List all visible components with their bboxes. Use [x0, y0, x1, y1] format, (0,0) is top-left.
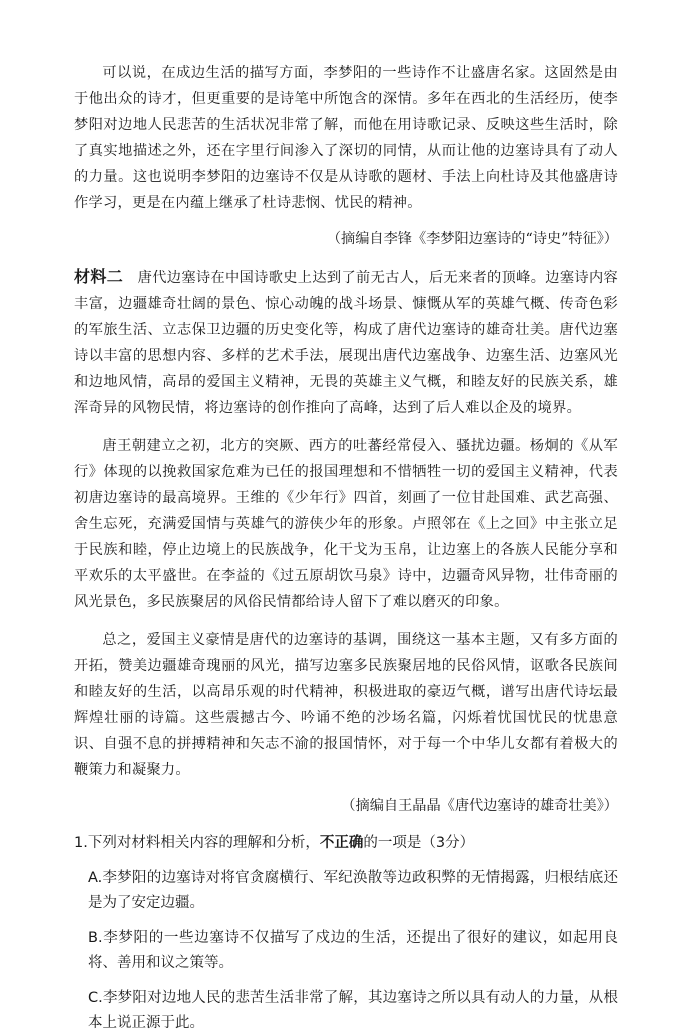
material1-paragraph: 可以说，在成边生活的描写方面，李梦阳的一些诗作不让盛唐名家。这固然是由于他出众的诗才，但更重要的是诗笔中所饱含的深情。多年在西北的生活经历，使李梦阳对边地人民悲苦的生活状况非常了解，而他在用诗歌记录、反映这些生活时，除了真实地描述之外，还在字里行间渗入了深切的同情，从而让他的边塞诗具有了动人的力量。这也说明李梦阳的边塞诗不仅是从诗歌的题材、手法上向杜诗及其他盛唐诗作学习，更是在内蕴上继承了杜诗悲悯、忧民的精神。	[74, 65, 618, 211]
question-emphasis: 不正确	[319, 835, 364, 851]
option-b[interactable]: B.李梦阳的一些边塞诗不仅描写了戍边的生活，还提出了很好的建议，如起用良将、善用和议之策等。	[88, 930, 618, 971]
option-c[interactable]: C.李梦阳对边地人民的悲苦生活非常了解，其边塞诗之所以具有动人的力量，从根本上说正源于此。	[88, 990, 618, 1031]
material2-paragraph-3: 总之，爱国主义豪情是唐代的边塞诗的基调，围绕这一基本主题，又有多方面的开拓，赞美边疆雄奇瑰丽的风光，描写边塞多民族聚居地的民俗风情，讴歌各民族间和睦友好的生活，以高昂乐观的时代精神，积极进取的豪迈气概，谱写出唐代诗坛最辉煌壮丽的诗篇。这些震撼古今、吟诵不绝的沙场名篇，闪烁着忧国忧民的忧患意识、自强不息的拼搏精神和矢志不渝的报国情怀，对于每一个中华儿女都有着极大的鞭策力和凝聚力。	[74, 632, 618, 778]
source-citation-2: （摘编自王晶晶《唐代边塞诗的雄奇壮美》）	[341, 798, 618, 814]
material2-paragraph-1	[74, 264, 618, 421]
material2-text: 唐代边塞诗在中国诗歌史上达到了前无古人，后无来者的顶峰。边塞诗内容丰富，边疆雄奇壮阔的景色、惊心动魄的战斗场景、慷慨从军的英雄气概、传奇色彩的军旅生活、立志保卫边疆的历史变化等，构成了唐代边塞诗的雄奇壮美。唐代边塞诗以丰富的思想内容、多样的艺术手法，展现出唐代边塞战争、边塞生活、边塞风光和边地风情，高昂的爱国主义精神，无畏的英雄主义气概，和睦友好的民族关系，雄浑奇异的风物民情，将边塞诗的创作推向了高峰，达到了后人难以企及的境界。	[74, 270, 618, 416]
material2-paragraph-2: 唐王朝建立之初，北方的突厥、西方的吐蕃经常侵入、骚扰边疆。杨炯的《从军行》体现的以挽救国家危难为已任的报国理想和不惜牺牲一切的爱国主义精神，代表初唐边塞诗的最高境界。王维的《少年行》四首，刻画了一位甘赴国难、武艺高强、舍生忘死，充满爱国情与英雄气的游侠少年的形象。卢照邻在《上之回》中主张立足于民族和睦，停止边境上的民族战争，化干戈为玉帛，让边塞上的各族人民能分享和平欢乐的太平盛世。在李益的《过五原胡饮马泉》诗中，边疆奇风异物，壮伟奇丽的风光景色，多民族聚居的风俗民情都给诗人留下了难以磨灭的印象。	[74, 438, 618, 610]
question-suffix: 的一项是（3分）	[363, 835, 475, 851]
material2-label: 材料二	[74, 267, 124, 286]
question-stem	[74, 831, 618, 856]
option-a[interactable]: A.李梦阳的边塞诗对将官贪腐横行、军纪涣散等边政积弊的无情揭露，归根结底还是为了安定边疆。	[88, 870, 618, 911]
question-prefix: 1.下列对材料相关内容的理解和分析，	[74, 835, 320, 851]
source-citation-1: （摘编自李锋《李梦阳边塞诗的“诗史”特征》）	[326, 231, 618, 247]
